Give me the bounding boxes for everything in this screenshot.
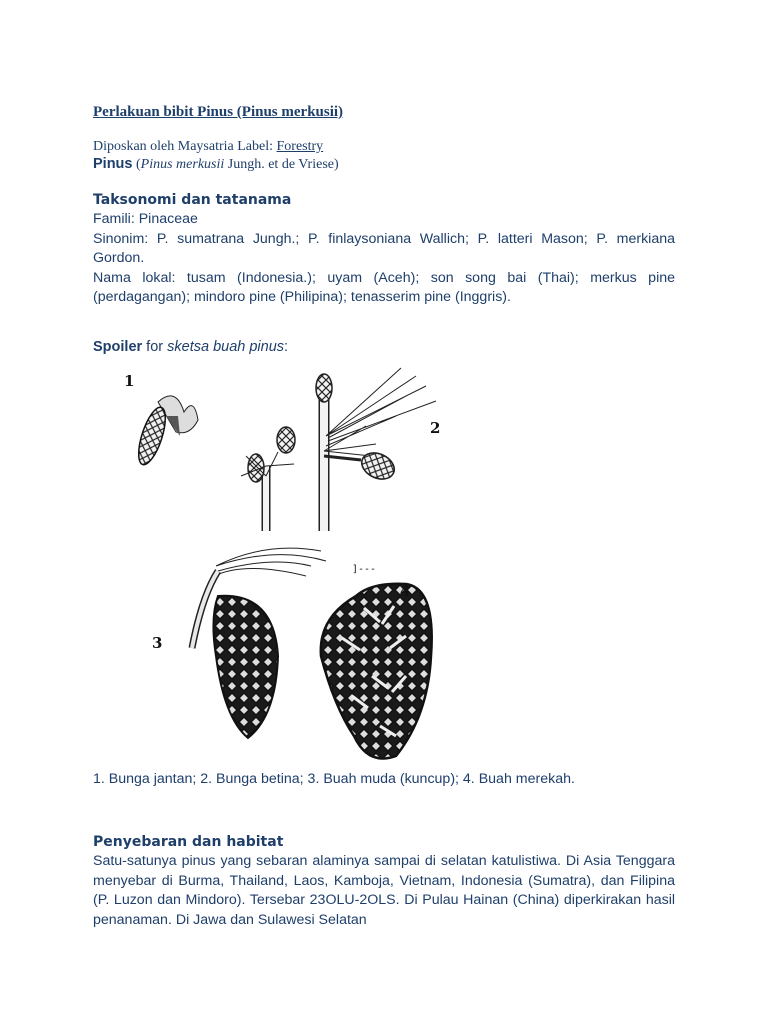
byline-prefix: Diposkan oleh Maysatria Label: <box>93 139 277 154</box>
species-open-paren: ( <box>132 157 141 172</box>
distribution-heading: Penyebaran dan habitat <box>93 834 284 850</box>
distribution-text: Satu-satunya pinus yang sebaran alaminya sampai di selatan katulistiwa. Di Asia Tenggara menyebar di Burma, Thailand, Laos, Kamboja, Vietnam, Indonesia (Sumatra), dan Filipina (P. Luzon dan Mindoro). Tersebar 23OLU-2OLS. Di Pulau Hainan (China) diperkirakan hasil penanaman. Di Jawa dan Sulawesi Selatan <box>93 853 675 928</box>
young-cone-drawing <box>192 548 326 738</box>
spoiler-mid: for <box>142 339 168 355</box>
spoiler-end: : <box>284 339 289 355</box>
taxonomy-heading: Taksonomi dan tatanama <box>93 192 292 208</box>
species-name: Pinus <box>93 156 133 172</box>
figure-caption: 1. Bunga jantan; 2. Bunga betina; 3. Buah muda (kuncup); 4. Buah merekah. <box>93 771 575 787</box>
figure-label-2: 2 <box>430 419 441 437</box>
taxonomy-line-synonym: Sinonim: P. sumatrana Jungh.; P. finlaysoniana Wallich; P. latteri Mason; P. merkiana Gordon. <box>93 230 675 266</box>
figure-label-3: 3 <box>152 634 163 652</box>
taxonomy-line-local-name: Nama lokal: tusam (Indonesia.); uyam (Aceh); son song bai (Thai); merkus pine (perdagangan); mindoro pine (Philipina); tenasserim pine (Inggris). <box>93 269 675 305</box>
species-scientific: Pinus merkusii <box>140 157 225 172</box>
species-author: Jungh. et de Vriese) <box>224 157 339 172</box>
taxonomy-line-family: Famili: Pinaceae <box>93 211 198 227</box>
label-link-forestry[interactable]: Forestry <box>276 139 324 154</box>
post-title[interactable]: Perlakuan bibit Pinus (Pinus merkusii) <box>93 104 344 120</box>
figure-label-1: 1 <box>124 372 135 390</box>
scale-bar-mark: ]--- <box>352 564 377 575</box>
pine-cone-sketch-image <box>106 356 546 768</box>
figure-label-4: 4 <box>400 582 411 600</box>
spoiler-bold: Spoiler <box>93 339 143 355</box>
open-cone-drawing <box>321 584 432 759</box>
distribution-body <box>93 852 675 930</box>
male-flower-drawing <box>133 396 198 468</box>
species-line <box>93 156 339 173</box>
spoiler-italic: sketsa buah pinus <box>167 339 285 355</box>
female-flower-branch-drawing <box>241 368 436 531</box>
spoiler-line <box>93 339 288 355</box>
post-byline <box>93 139 323 155</box>
taxonomy-body <box>93 210 675 308</box>
